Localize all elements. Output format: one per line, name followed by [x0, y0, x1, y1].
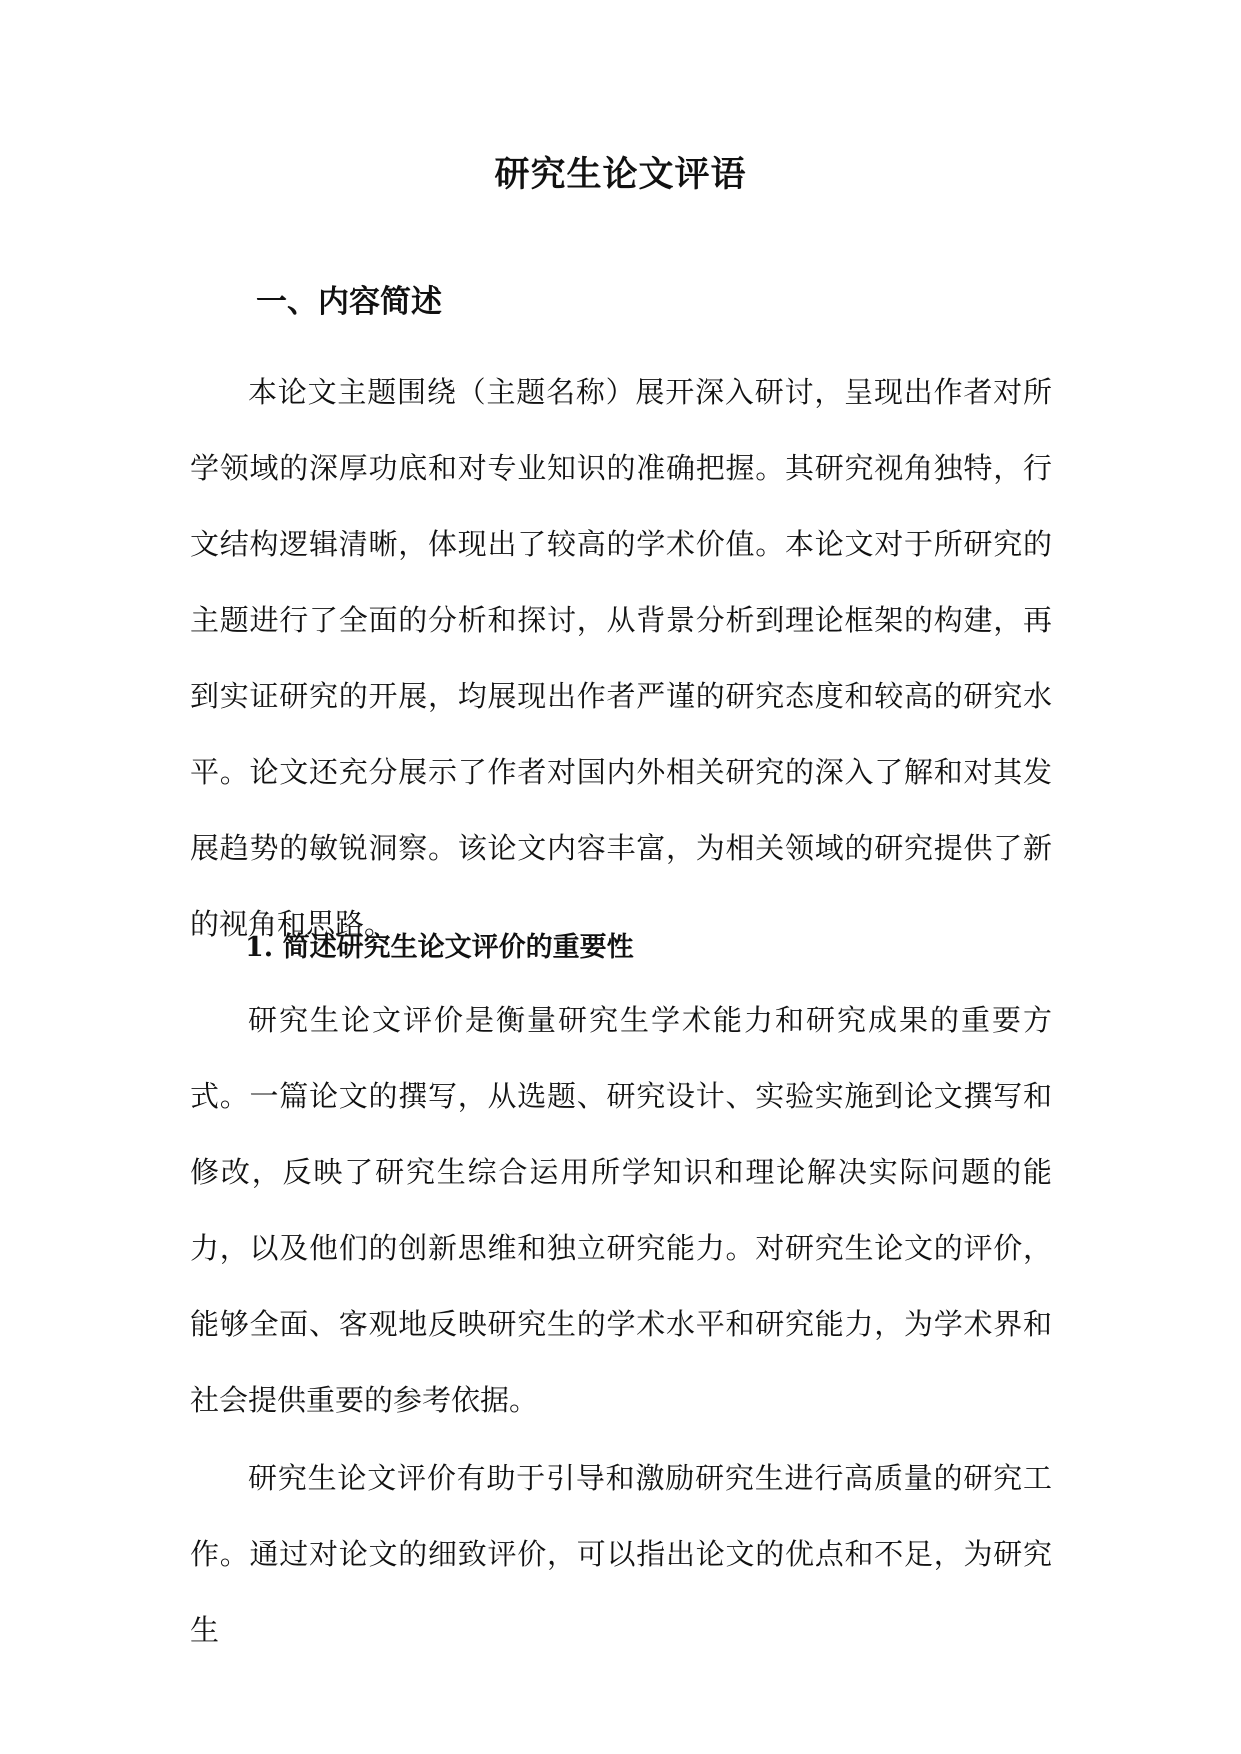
- document-title: 研究生论文评语: [494, 154, 747, 195]
- importance-paragraph-1: 研究生论文评价是衡量研究生学术能力和研究成果的重要方式。一篇论文的撰写，从选题、研究设计、实验实施到论文撰写和修改，反映了研究生综合运用所学知识和理论解决实际问题的能力，以及他们的创新思维和独立研究能力。对研究生论文的评价，能够全面、客观地反映研究生的学术水平和研究能力，为学术界和社会提供重要的参考依据。: [190, 1003, 1052, 1417]
- summary-paragraph: 本论文主题围绕（主题名称）展开深入研讨，呈现出作者对所学领域的深厚功底和对专业知识的准确把握。其研究视角独特，行文结构逻辑清晰，体现出了较高的学术价值。本论文对于所研究的主题进行了全面的分析和探讨，从背景分析到理论框架的构建，再到实证研究的开展，均展现出作者严谨的研究态度和较高的研究水平。论文还充分展示了作者对国内外相关研究的深入了解和对其发展趋势的敏锐洞察。该论文内容丰富，为相关领域的研究提供了新的视角和思路。: [190, 375, 1052, 941]
- importance-paragraph-2: 研究生论文评价有助于引导和激励研究生进行高质量的研究工作。通过对论文的细致评价，可以指出论文的优点和不足，为研究生: [190, 1461, 1052, 1647]
- section-heading-content-summary: 一、内容简述: [256, 284, 442, 320]
- subsection-heading-importance: 1. 简述研究生论文评价的重要性: [245, 932, 634, 963]
